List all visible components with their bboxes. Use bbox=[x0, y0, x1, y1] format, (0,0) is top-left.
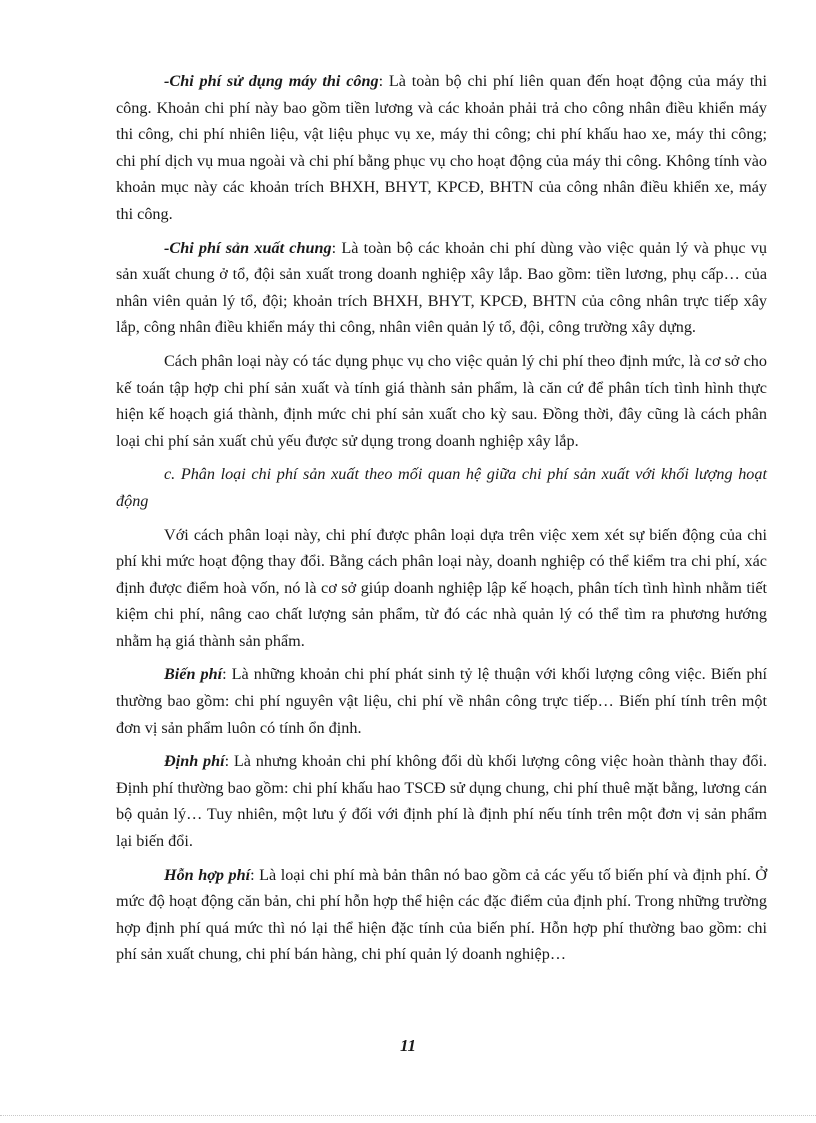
paragraph-bien-phi bbox=[116, 661, 767, 741]
page-number: 11 bbox=[399, 1036, 417, 1055]
paragraph-may-thi-cong bbox=[116, 68, 767, 228]
term-dinh-phi: Định phí bbox=[164, 752, 225, 771]
paragraph-san-xuat-chung bbox=[116, 235, 767, 341]
paragraph-hon-hop-phi bbox=[116, 862, 767, 968]
section-heading-c bbox=[116, 461, 767, 514]
paragraph-text: : Là những khoản chi phí phát sinh tỷ lệ thuận với khối lượng công việc. Biến phí thường bao gồm: chi phí nguyên vật liệu, chi phí về nhân công trực tiếp… Biến phí tính trên một đơn vị sản phẩm luôn có tính ổn định. bbox=[116, 665, 768, 737]
paragraph-text: : Là nhưng khoản chi phí không đổi dù khối lượng công việc hoàn thành thay đổi. Định phí thường bao gồm: chi phí khấu hao TSCĐ sử dụng chung, chi phí thuê mặt bằng, lương cán bộ quản lý… Tuy nhiên, một lưu ý đối với định phí là định phí nếu tính trên một đơn vị sản phẩm lại biến đổi. bbox=[116, 752, 767, 851]
paragraph-text: : Là toàn bộ chi phí liên quan đến hoạt động của máy thi công. Khoản chi phí này bao gồm tiền lương và các khoản phải trả cho công nhân điều khiển máy thi công, chi phí nhiên liệu, vật liệu phục vụ xe, máy thi công; chi phí khấu hao xe, máy thi công; chi phí dịch vụ mua ngoài và chi phí bằng phục vụ cho hoạt động của máy thi công. Không tính vào khoản mục này các khoản trích BHXH, BHYT, KPCĐ, BHTN của công nhân điều khiển xe, máy thi công. bbox=[116, 72, 768, 223]
paragraph-text: : Là toàn bộ các khoản chi phí dùng vào việc quản lý và phục vụ sản xuất chung ở tổ, đội sản xuất trong doanh nghiệp xây lắp. Bao gồm: tiền lương, phụ cấp… của nhân viên quản lý tổ, đội; khoản trích BHXH, BHYT, KPCĐ, BHTN của công nhân trực tiếp xây lắp, công nhân điều khiển máy thi công, nhân viên quản lý tổ, đội, công trường xây dựng. bbox=[116, 238, 767, 337]
term-chi-phi-san-xuat-chung: -Chi phí sản xuất chung bbox=[164, 238, 332, 257]
term-bien-phi: Biến phí bbox=[164, 665, 223, 684]
paragraph-text: Với cách phân loại này, chi phí được phân loại dựa trên việc xem xét sự biến động của chi phí khi mức hoạt động thay đổi. Bằng cách phân loại này, doanh nghiệp có thể kiểm tra chi phí, xác định được điểm hoà vốn, nó là cơ sở giúp doanh nghiệp lập kế hoạch, phân tích tình hình nhằm tiết kiệm chi phí, nâng cao chất lượng sản phẩm, từ đó các nhà quản lý có thể tìm ra phương hướng nhằm hạ giá thành sản phẩm. bbox=[116, 525, 767, 650]
page-bottom-divider bbox=[0, 1115, 816, 1116]
term-hon-hop-phi: Hỗn hợp phí bbox=[164, 865, 251, 884]
page-body bbox=[116, 68, 767, 975]
paragraph-bien-dong-chi-phi bbox=[116, 522, 767, 655]
paragraph-tac-dung-phan-loai bbox=[116, 348, 767, 454]
term-chi-phi-may-thi-cong: -Chi phí sử dụng máy thi công bbox=[164, 72, 379, 90]
paragraph-dinh-phi bbox=[116, 748, 767, 854]
paragraph-text: Cách phân loại này có tác dụng phục vụ cho việc quản lý chi phí theo định mức, là cơ sở cho kế toán tập hợp chi phí sản xuất và tính giá thành sản phẩm, là căn cứ để phân tích tình hình thực hiện kế hoạch giá thành, định mức chi phí sản xuất cho kỳ sau. Đồng thời, đây cũng là cách phân loại chi phí sản xuất chủ yếu được sử dụng trong doanh nghiệp xây lắp. bbox=[116, 351, 767, 450]
paragraph-text: : Là loại chi phí mà bản thân nó bao gồm cả các yếu tố biến phí và định phí. Ở mức độ hoạt động căn bản, chi phí hỗn hợp thể hiện các đặc điểm của định phí. Trong những trường hợp định phí quá mức thì nó lại thể hiện đặc tính của biến phí. Hỗn hợp phí thường bao gồm: chi phí sản xuất chung, chi phí bán hàng, chi phí quản lý doanh nghiệp… bbox=[116, 865, 767, 964]
heading-text: c. Phân loại chi phí sản xuất theo mối quan hệ giữa chi phí sản xuất với khối lượng hoạt động bbox=[116, 465, 767, 510]
